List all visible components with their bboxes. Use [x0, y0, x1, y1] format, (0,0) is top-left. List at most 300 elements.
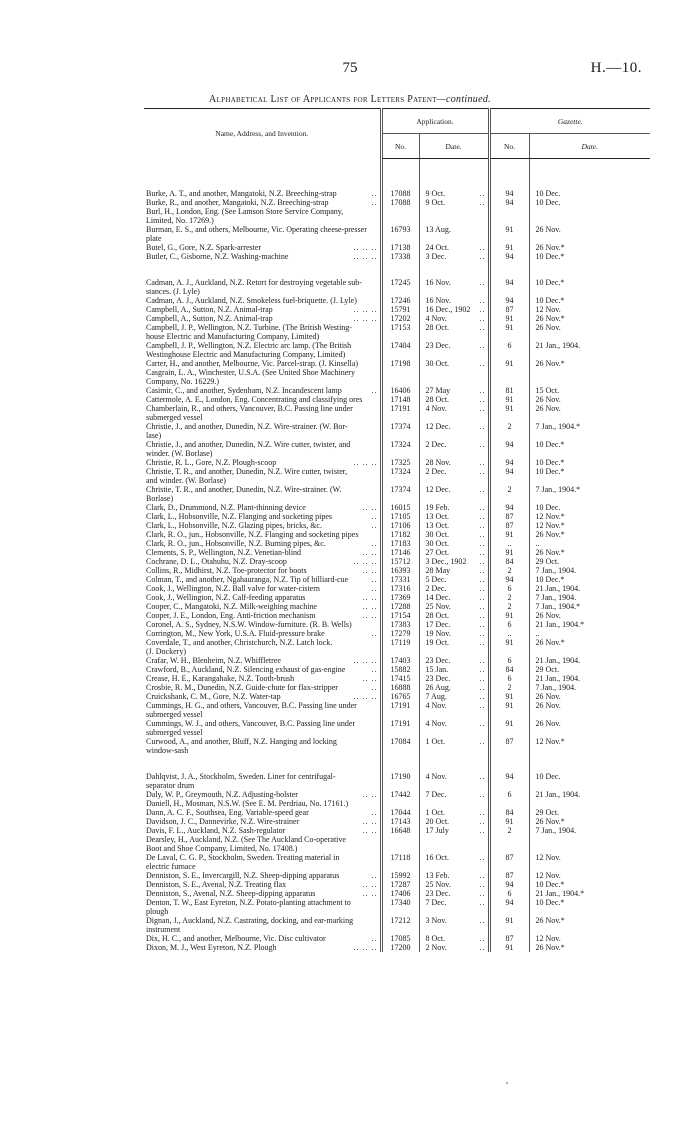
dot-leader: .. ..	[362, 826, 378, 835]
applicant-entry: Dearsley, H., Auckland, N.Z. (See The Auckland Co-operative	[146, 835, 346, 844]
table-row	[144, 781, 650, 790]
applicant-entry: Coverdale, T., and another, Christchurch, N.Z. Latch lock.	[146, 638, 333, 647]
application-date: 1 Oct.	[425, 808, 446, 817]
applicant-entry: Butel, G., Gore, N.Z. Spark-arrester	[146, 243, 262, 252]
table-row	[144, 368, 650, 377]
table-row	[144, 189, 650, 198]
dot-leader: ..	[479, 252, 486, 261]
application-number: 17383	[390, 620, 411, 629]
dot-leader: ..	[479, 853, 486, 862]
applicant-entry: Crawford, B., Auckland, N.Z. Silencing exhaust of gas-engine	[146, 665, 346, 674]
application-date: 16 Nov.	[425, 278, 451, 287]
application-date: 24 Oct.	[425, 243, 450, 252]
table-row	[144, 548, 650, 557]
dot-leader: ..	[479, 503, 486, 512]
application-date: 17 Dec.	[425, 620, 451, 629]
table-row	[144, 494, 650, 503]
application-number: 17287	[390, 880, 411, 889]
gazette-date: 12 Nov.	[535, 934, 561, 943]
dot-leader: ..	[479, 198, 486, 207]
gazette-number: 91	[505, 323, 514, 332]
application-date: 5 Dec.	[425, 575, 447, 584]
application-number: 17406	[390, 889, 411, 898]
application-number: 17212	[390, 916, 411, 925]
applicants-table	[144, 108, 650, 952]
header-application: Application.	[381, 109, 489, 134]
application-number: 17340	[390, 898, 411, 907]
gazette-date: 26 Nov.*	[535, 243, 565, 252]
applicant-entry: Davidson, J. C., Dannevirke, N.Z. Wire-strainer	[146, 817, 300, 826]
application-date: 30 Oct.	[425, 539, 450, 548]
applicant-entry: Butler, C., Gisborne, N.Z. Washing-machine	[146, 252, 289, 261]
gazette-date: 12 Nov.*	[535, 512, 565, 521]
application-date: 19 Nov.	[425, 629, 451, 638]
applicant-entry: plate	[146, 234, 162, 243]
gazette-date: 21 Jan., 1904.	[535, 656, 581, 665]
table-row	[144, 746, 650, 755]
dot-leader: ..	[479, 916, 486, 925]
gazette-number: 94	[505, 440, 514, 449]
applicant-entry: Dahlqvist, J. A., Stockholm, Sweden. Liner for centrifugal-	[146, 772, 336, 781]
application-date: 13 Aug.	[425, 225, 451, 234]
dot-leader: .. ..	[362, 593, 378, 602]
table-row	[144, 377, 650, 386]
table-row	[144, 638, 650, 647]
gazette-number: 91	[505, 638, 514, 647]
table-row	[144, 557, 650, 566]
applicant-entry: submerged vessel	[146, 710, 203, 719]
dot-leader: ..	[371, 629, 378, 638]
applicant-entry: Coronel, A. S., Sydney, N.S.W. Window-furniture. (R. B. Wells)	[146, 620, 352, 629]
dot-leader: .. ..	[362, 548, 378, 557]
applicant-entry: Curwood, A., and another, Bluff, N.Z. Hanging and locking	[146, 737, 337, 746]
application-number: 15712	[390, 557, 411, 566]
application-number: 17374	[390, 485, 411, 494]
application-date: 17 July	[425, 826, 449, 835]
gazette-date: 29 Oct.	[535, 808, 560, 817]
dot-leader: ..	[479, 871, 486, 880]
gazette-number: 91	[505, 395, 514, 404]
table-row	[144, 449, 650, 458]
table-row	[144, 359, 650, 368]
applicant-entry: Limited, No. 17269.)	[146, 216, 214, 225]
table-row	[144, 737, 650, 746]
gazette-date: 26 Nov.	[535, 611, 561, 620]
gazette-number: 6	[507, 790, 512, 799]
gazette-number: 91	[505, 404, 514, 413]
gazette-date: 10 Dec.*	[535, 252, 565, 261]
gazette-date: 26 Nov.*	[535, 359, 565, 368]
application-number: 17245	[390, 278, 411, 287]
gazette-number: 6	[507, 674, 512, 683]
gazette-number: 94	[505, 467, 514, 476]
dot-leader: ..	[371, 539, 378, 548]
gazette-number: 91	[505, 359, 514, 368]
gazette-date: 26 Nov.*	[535, 817, 565, 826]
application-number: 17331	[390, 575, 411, 584]
applicant-entry: Daly, W. P., Greymouth, N.Z. Adjusting-bolster	[146, 790, 298, 799]
gazette-number: 94	[505, 296, 514, 305]
applicant-entry: Cummings, H. G., and others, Vancouver, B.C. Passing line under	[146, 701, 357, 710]
page-speck	[506, 1082, 508, 1084]
applicant-entry: Casimir, C., and another, Sydenham, N.Z. Incandescent lamp	[146, 386, 342, 395]
applicant-entry: Clark, R. O., jun., Hobsonville, N.Z. Burning pipes, &c.	[146, 539, 326, 548]
dot-leader: ..	[479, 440, 486, 449]
table-row	[144, 629, 650, 638]
table-row	[144, 395, 650, 404]
gazette-number: 2	[507, 826, 512, 835]
dot-leader: ..	[479, 521, 486, 530]
applicant-entry: Crease, H. E., Karangahake, N.Z. Tooth-brush	[146, 674, 295, 683]
application-date: 26 Aug.	[425, 683, 451, 692]
applicant-entry: instrument	[146, 925, 181, 934]
application-date: 23 Dec.	[425, 889, 451, 898]
application-date: 19 Feb.	[425, 503, 450, 512]
application-number: 16393	[390, 566, 411, 575]
application-date: 12 Dec.	[425, 422, 451, 431]
dot-leader: ..	[479, 314, 486, 323]
gazette-date: 7 Jan., 1904.	[535, 566, 577, 575]
table-row	[144, 943, 650, 952]
gazette-date: 10 Dec.	[535, 198, 561, 207]
application-number: 17154	[390, 611, 411, 620]
table-row	[144, 817, 650, 826]
application-date: 7 Dec.	[425, 898, 447, 907]
application-date: 13 Feb.	[425, 871, 450, 880]
gazette-date: 26 Nov.	[535, 701, 561, 710]
dot-leader: ..	[479, 934, 486, 943]
application-number: 17118	[390, 853, 411, 862]
gazette-number: 2	[507, 566, 512, 575]
table-row	[144, 234, 650, 243]
applicant-entry: Christie, T. R., and another, Dunedin, N.Z. Wire-strainer. (W.	[146, 485, 342, 494]
running-title-suffix: —continued.	[436, 94, 491, 105]
dot-leader: ..	[371, 521, 378, 530]
application-number: 17088	[390, 198, 411, 207]
applicant-entry: Chamberlain, R., and others, Vancouver, B.C. Passing line under	[146, 404, 353, 413]
application-number: 17324	[390, 467, 411, 476]
applicant-entry: Borlase)	[146, 494, 174, 503]
gazette-date: 7 Jan., 1904.*	[535, 422, 581, 431]
dot-leader: ..	[371, 683, 378, 692]
table-row	[144, 710, 650, 719]
dot-leader: .. .. ..	[353, 458, 378, 467]
gazette-date: 10 Dec.*	[535, 880, 565, 889]
dot-leader: ..	[479, 512, 486, 521]
application-number: 15992	[390, 871, 411, 880]
applicant-entry: Davis, F. L., Auckland, N.Z. Sash-regulator	[146, 826, 286, 835]
applicant-entry: Clements, S. P., Wellington, N.Z. Venetian-blind	[146, 548, 302, 557]
table-row	[144, 530, 650, 539]
dot-leader: ..	[371, 386, 378, 395]
application-date: 2 Dec.	[425, 440, 447, 449]
section-spacer	[144, 159, 650, 190]
application-number: 16015	[390, 503, 411, 512]
gazette-number: 94	[505, 458, 514, 467]
dot-leader: ..	[479, 485, 486, 494]
application-number: 17442	[390, 790, 411, 799]
table-row	[144, 485, 650, 494]
application-date: 9 Oct.	[425, 198, 446, 207]
table-row	[144, 611, 650, 620]
application-date: 23 Dec.	[425, 656, 451, 665]
gazette-number: 91	[505, 701, 514, 710]
dot-leader: ..	[371, 575, 378, 584]
applicant-entry: Cooper, C., Mangatoki, N.Z. Milk-weighing machine	[146, 602, 317, 611]
application-date: 25 Nov.	[425, 880, 451, 889]
table-row	[144, 413, 650, 422]
application-date: 30 Oct.	[425, 530, 450, 539]
header-application-date: Date.	[419, 134, 489, 159]
application-date: 16 Nov.	[425, 296, 451, 305]
dot-leader: ..	[479, 808, 486, 817]
gazette-date: 12 Nov.	[535, 305, 561, 314]
application-date: 8 Oct.	[425, 934, 446, 943]
gazette-number: 6	[507, 656, 512, 665]
gazette-date: 10 Dec.*	[535, 296, 565, 305]
application-number: 17325	[390, 458, 411, 467]
dot-leader: ..	[479, 665, 486, 674]
dot-leader: ..	[371, 512, 378, 521]
applicant-entry: Christie, T. R., and another, Dunedin, N.Z. Wire cutter, twister,	[146, 467, 348, 476]
applicant-entry: Cadman, A. J., Auckland, N.Z. Smokeless fuel-briquette. (J. Lyle)	[146, 296, 357, 305]
gazette-number: 91	[505, 314, 514, 323]
dot-leader: ..	[479, 817, 486, 826]
dot-leader: ..	[479, 638, 486, 647]
dot-leader: .. .. ..	[353, 243, 378, 252]
gazette-date: 29 Oct.	[535, 665, 560, 674]
application-date: 15 Jan.	[425, 665, 449, 674]
applicant-entry: Denton, T. W., East Eyreton, N.Z. Potato-planting attachment to	[146, 898, 351, 907]
application-number: 15791	[390, 305, 411, 314]
applicant-entry: De Laval, C. G. P., Stockholm, Sweden. Treating material in	[146, 853, 340, 862]
application-date: 27 May	[425, 386, 451, 395]
applicant-entry: Crosbie, R. M., Dunedin, N.Z. Guide-chute for flax-stripper	[146, 683, 338, 692]
gazette-date: 26 Nov.	[535, 323, 561, 332]
application-number: 16765	[390, 692, 411, 701]
application-number: 16648	[390, 826, 411, 835]
dot-leader: .. ..	[362, 880, 378, 889]
dot-leader: .. .. ..	[353, 656, 378, 665]
application-date: 4 Nov.	[425, 772, 447, 781]
dot-leader: ..	[371, 871, 378, 880]
application-date: 2 Nov.	[425, 943, 447, 952]
applicant-entry: submerged vessel	[146, 728, 203, 737]
table-row	[144, 862, 650, 871]
applicant-entry: Corrington, M., New York, U.S.A. Fluid-pressure brake	[146, 629, 325, 638]
application-date: 1 Oct.	[425, 737, 446, 746]
application-date: 30 Oct.	[425, 359, 450, 368]
applicant-entry: house Electric and Manufacturing Company, Limited)	[146, 332, 320, 341]
dot-leader: ..	[479, 278, 486, 287]
table-row	[144, 916, 650, 925]
dot-leader: ..	[479, 943, 486, 952]
gazette-date: 7 Jan., 1904.	[535, 826, 577, 835]
applicant-entry: Denniston, S. E., Avenal, N.Z. Treating flax	[146, 880, 287, 889]
applicant-entry: Denniston, S., Avenal, N.Z. Sheep-dipping apparatus	[146, 889, 316, 898]
application-number: 17119	[390, 638, 411, 647]
applicant-entry: Cook, J., Wellington, N.Z. Calf-feeding apparatus	[146, 593, 306, 602]
dot-leader: ..	[479, 880, 486, 889]
dot-leader: ..	[479, 674, 486, 683]
applicant-entry: submerged vessel	[146, 413, 203, 422]
application-date: 3 Dec.	[425, 252, 447, 261]
application-number: 17044	[390, 808, 411, 817]
header-gazette-no: No.	[489, 134, 529, 159]
application-number: 16793	[390, 225, 411, 234]
dot-leader: ..	[479, 539, 486, 548]
applicant-entry: Cruickshank, C. M., Gore, N.Z. Water-tap	[146, 692, 281, 701]
table-row	[144, 243, 650, 252]
applicant-entry: Burman, E. S., and others, Melbourne, Vic. Operating cheese-presser	[146, 225, 367, 234]
dot-leader: .. .. ..	[353, 314, 378, 323]
applicant-entry: Cummings, W. J., and others, Vancouver, B.C. Passing line under	[146, 719, 356, 728]
applicant-entry: window-sash	[146, 746, 189, 755]
running-title-main: Alphabetical List of Applicants for Letters Patent	[209, 94, 437, 105]
dot-leader: .. ..	[362, 602, 378, 611]
application-date: 28 Oct.	[425, 611, 450, 620]
table-row	[144, 925, 650, 934]
applicant-entry: Christie, J., and another, Dunedin, N.Z. Wire-strainer. (W. Bor-	[146, 422, 348, 431]
table-row	[144, 889, 650, 898]
gazette-date: 10 Dec.*	[535, 278, 565, 287]
gazette-date: 7 Jan., 1904.	[535, 593, 577, 602]
applicant-entry: Campbell, J. P., Wellington, N.Z. Electric arc lamp. (The British	[146, 341, 352, 350]
header-application-no: No.	[381, 134, 419, 159]
application-date: 28 May	[425, 566, 451, 575]
application-date: 3 Dec., 1902	[425, 557, 467, 566]
table-row	[144, 350, 650, 359]
dot-leader: ..	[479, 566, 486, 575]
application-number: 15882	[390, 665, 411, 674]
table-row	[144, 692, 650, 701]
section-spacer	[144, 755, 650, 772]
application-number: 17279	[390, 629, 411, 638]
gazette-date: 26 Nov.*	[535, 548, 565, 557]
dot-leader: ..	[479, 593, 486, 602]
application-number: 17084	[390, 737, 411, 746]
gazette-number: 87	[505, 737, 514, 746]
gazette-number: 2	[507, 683, 512, 692]
table-row	[144, 476, 650, 485]
applicant-entry: Collins, R., Midhirst, N.Z. Toe-protector for boots	[146, 566, 307, 575]
application-date: 2 Dec.	[425, 467, 447, 476]
application-number: 17369	[390, 593, 411, 602]
applicant-entry: Cook, J., Wellington, N.Z. Ball valve for water-cistern	[146, 584, 320, 593]
application-number: 17415	[390, 674, 411, 683]
table-row	[144, 252, 650, 261]
dot-leader: ..	[479, 395, 486, 404]
gazette-number: 87	[505, 871, 514, 880]
dot-leader: ..	[371, 808, 378, 817]
gazette-date: 26 Nov.*	[535, 916, 565, 925]
application-number: 17148	[390, 395, 411, 404]
application-date: 7 Dec.	[425, 790, 447, 799]
gazette-number: 87	[505, 512, 514, 521]
dot-leader: ..	[479, 692, 486, 701]
table-row	[144, 512, 650, 521]
application-number: 17374	[390, 422, 411, 431]
table-row	[144, 835, 650, 844]
dot-leader: .. .. ..	[353, 252, 378, 261]
application-number: 17105	[390, 512, 411, 521]
applicant-entry: Carter, H., and another, Melbourne, Vic. Parcel-strap. (J. Kinsella)	[146, 359, 358, 368]
table-row	[144, 853, 650, 862]
applicant-entry: Clark, D., Drummond, N.Z. Plant-thinning device	[146, 503, 306, 512]
dot-leader: ..	[479, 620, 486, 629]
gazette-date: 10 Dec.*	[535, 467, 565, 476]
application-date: 3 Nov.	[425, 916, 447, 925]
applicant-entry: Westinghouse Electric and Manufacturing Company, Limited)	[146, 350, 346, 359]
applicant-entry: Campbell, A., Sutton, N.Z. Animal-trap	[146, 314, 273, 323]
table-row	[144, 296, 650, 305]
dot-leader: ..	[479, 575, 486, 584]
table-row	[144, 216, 650, 225]
table-row	[144, 790, 650, 799]
application-number: 17153	[390, 323, 411, 332]
gazette-number: 94	[505, 503, 514, 512]
dot-leader: ..	[371, 584, 378, 593]
gazette-number: ..	[507, 539, 512, 548]
gazette-number: ..	[507, 629, 512, 638]
dot-leader: ..	[479, 602, 486, 611]
table-row	[144, 305, 650, 314]
application-date: 23 Dec.	[425, 674, 451, 683]
gazette-date: 26 Nov.*	[535, 638, 565, 647]
application-number: 17316	[390, 584, 411, 593]
table-row	[144, 701, 650, 710]
application-date: 7 Aug.	[425, 692, 447, 701]
gazette-date: 12 Nov.*	[535, 521, 565, 530]
applicants-table-body	[144, 159, 650, 953]
header-gazette-date: Date.	[529, 134, 650, 159]
application-date: 12 Dec.	[425, 485, 451, 494]
applicant-entry: separator drum	[146, 781, 195, 790]
gazette-number: 6	[507, 889, 512, 898]
dot-leader: .. ..	[362, 817, 378, 826]
applicant-entry: Company, No. 16229.)	[146, 377, 220, 386]
gazette-date: 7 Jan., 1904.	[535, 683, 577, 692]
dot-leader: ..	[479, 584, 486, 593]
applicant-entry: lase)	[146, 431, 162, 440]
applicant-entry: Burl, H., London, Eng. (See Lamson Store Service Company,	[146, 207, 344, 216]
gazette-date: 26 Nov.*	[535, 314, 565, 323]
gazette-number: 94	[505, 575, 514, 584]
dot-leader: .. ..	[362, 674, 378, 683]
dot-leader: ..	[371, 934, 378, 943]
applicant-entry: electric furnace	[146, 862, 196, 871]
table-row	[144, 799, 650, 808]
table-row	[144, 647, 650, 656]
gazette-number: 91	[505, 817, 514, 826]
dot-leader: ..	[479, 386, 486, 395]
gazette-number: 94	[505, 198, 514, 207]
application-number: 17191	[390, 719, 411, 728]
gazette-number: 87	[505, 305, 514, 314]
applicant-entry: Boot and Shoe Company, Limited, No. 17408.)	[146, 844, 298, 853]
gazette-date: 12 Nov.*	[535, 737, 565, 746]
dot-leader: ..	[479, 790, 486, 799]
gazette-number: 91	[505, 916, 514, 925]
gazette-number: 2	[507, 422, 512, 431]
section-spacer	[144, 261, 650, 278]
gazette-number: 6	[507, 620, 512, 629]
dot-leader: ..	[479, 296, 486, 305]
dot-leader: ..	[371, 189, 378, 198]
application-date: 2 Dec.	[425, 584, 447, 593]
application-number: 17404	[390, 341, 411, 350]
table-row	[144, 539, 650, 548]
